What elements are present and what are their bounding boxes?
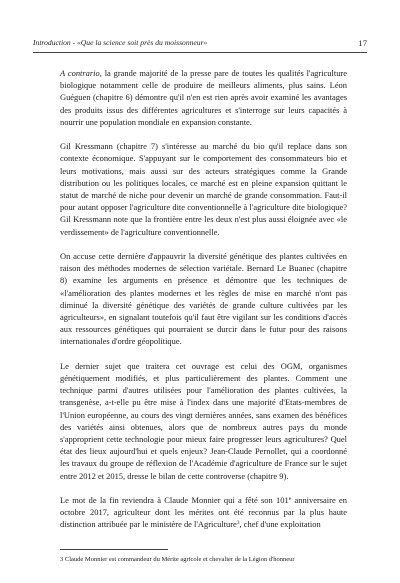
footnote-reference: 3 (236, 520, 240, 527)
running-head (33, 38, 367, 48)
paragraph-1 (60, 67, 347, 128)
paragraph-5 (60, 494, 347, 531)
paragraph-5-text-before: Le mot de la fin reviendra à Claude Monnier qui a fêté son 101 (60, 495, 289, 506)
footnote (60, 555, 360, 564)
running-head-title: Introduction - «Que la science soit près du moissonneur» (33, 38, 208, 47)
page-number: 17 (358, 38, 367, 48)
ordinal-superscript: e (288, 496, 292, 503)
paragraph-5-text-after: , chef d'une exploitation (239, 519, 321, 530)
paragraph-5-text-middle: anniversaire en octobre 2017, agriculteur dont les mérites ont été reconnus par la plus haute distinction attribuée par le ministère de l'Agriculture (60, 495, 347, 530)
header-rule (33, 52, 367, 53)
paragraph-1-lead: A contrario (60, 68, 100, 78)
paragraph-1-text: , la grande majorité de la presse pare de toutes les qualités l'agriculture biologique notamment celle de produire de meilleurs aliments, plus sains. Léon Guéguen (chapitre 6) démontre qu'il n'en est rien après avoir examiné les avantages des produits issus des différentes agricultures et s'interroge sur leurs capacités à nourrir une population mondiale en expansion constante. (60, 68, 347, 127)
paragraph-4: Le dernier sujet que traitera cet ouvrage est celui des OGM, organismes génétiquement modifiés, et plus particulièrement des plantes. Comment une technique parmi d'autres utilisées pour l'amélioration des plantes cultivées, la transgenèse, a-t-elle pu être mise à l'index dans une majorité d'Etats-membres de l'Union européenne, au cours des vingt dernières années, sans examen des bénéfices des variétés ainsi obtenues, alors que de nombreux autres pays du monde s'approprient cette technologie pour mieux faire progresser leurs agricultures? Quel état des lieux aujourd'hui et quels enjeux? Jean-Claude Pernollet, qui a coordonné les travaux du groupe de réflexion de l'Académie d'agriculture de France sur le sujet entre 2012 et 2015, dresse le bilan de cette controverse (chapitre 9). (60, 360, 347, 481)
body-text (60, 67, 347, 531)
paragraph-3: On accuse cette dernière d'appauvrir la diversité génétique des plantes cultivées en raison des méthodes modernes de sélection variétale. Bernard Le Buanec (chapitre 8) examine les arguments en présence et démontre que les techniques de «l'amélioration des plantes modernes et les règles de mise en marché n'ont pas diminué la diversité génétique des variétés de grande culture cultivées par les agriculteurs», en signalant toutefois qu'il faut être vigilant sur les conditions d'accès aux ressources génétiques qui pourraient se durcir dans le futur pour des raisons internationales d'ordre géopolitique. (60, 251, 347, 347)
paragraph-2: Gil Kressmann (chapitre 7) s'intéresse au marché du bio qu'il replace dans son contexte économique. S'appuyant sur le comportement des consommateurs bio et leurs motivations, mais aussi sur des acteurs stratégiques comme la Grande distribution ou les politiques locales, ce marché est en pleine expansion quittant le statut de marché de niche pour devenir un marché de grande consommation. Faut-il pour autant opposer l'agriculture dite conventionnelle à l'agriculture dite biologique? Gil Kressmann note que la frontière entre les deux n'est plus aussi éloignée avec «le verdissement» de l'agriculture conventionnelle. (60, 141, 347, 237)
footnote-rule (60, 549, 168, 550)
footnote-number: 3 (60, 556, 64, 563)
footnote-text: Claude Monnier est commandeur du Mérite agricole et chevalier de la Légion d'honneur (64, 556, 295, 563)
